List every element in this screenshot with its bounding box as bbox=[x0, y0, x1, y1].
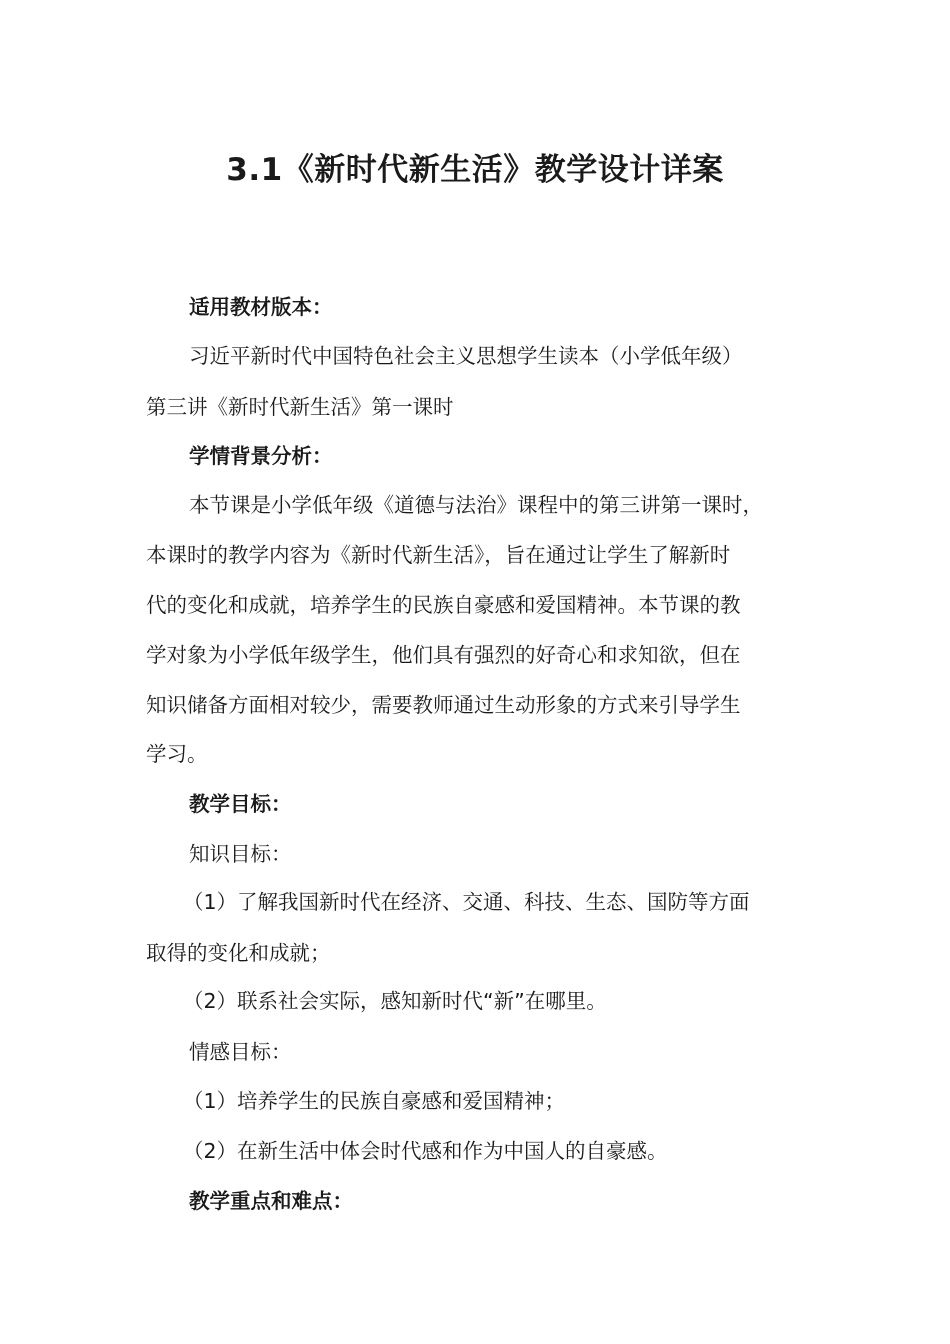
emotion-objective-1: （1）培养学生的民族自豪感和爱国精神； bbox=[183, 1089, 566, 1113]
edition-line-1: 习近平新时代中国特色社会主义思想学生读本（小学低年级） bbox=[189, 344, 743, 368]
section-heading-key-points: 教学重点和难点： bbox=[189, 1189, 353, 1213]
emotion-objectives-label: 情感目标： bbox=[189, 1040, 292, 1064]
section-heading-background: 学情背景分析： bbox=[189, 444, 333, 468]
section-heading-edition: 适用教材版本： bbox=[189, 295, 333, 319]
background-line: 学对象为小学低年级学生，他们具有强烈的好奇心和求知欲，但在 bbox=[146, 643, 741, 667]
document-title: 3.1《新时代新生活》教学设计详案 bbox=[226, 152, 724, 188]
background-line: 本节课是小学低年级《道德与法治》课程中的第三讲第一课时， bbox=[189, 493, 763, 517]
edition-line-2: 第三讲《新时代新生活》第一课时 bbox=[146, 395, 454, 419]
background-line: 知识储备方面相对较少，需要教师通过生动形象的方式来引导学生 bbox=[146, 693, 741, 717]
background-line: 学习。 bbox=[146, 742, 208, 766]
knowledge-objective-2: （2）联系社会实际，感知新时代“新”在哪里。 bbox=[183, 989, 607, 1013]
knowledge-objectives-label: 知识目标： bbox=[189, 842, 292, 866]
background-line: 本课时的教学内容为《新时代新生活》，旨在通过让学生了解新时 bbox=[146, 543, 731, 567]
knowledge-objective-1b: 取得的变化和成就； bbox=[146, 941, 331, 965]
background-line: 代的变化和成就，培养学生的民族自豪感和爱国精神。本节课的教 bbox=[146, 593, 741, 617]
emotion-objective-2: （2）在新生活中体会时代感和作为中国人的自豪感。 bbox=[183, 1139, 668, 1163]
knowledge-objective-1a: （1）了解我国新时代在经济、交通、科技、生态、国防等方面 bbox=[183, 890, 750, 914]
section-heading-objectives: 教学目标： bbox=[189, 792, 292, 816]
